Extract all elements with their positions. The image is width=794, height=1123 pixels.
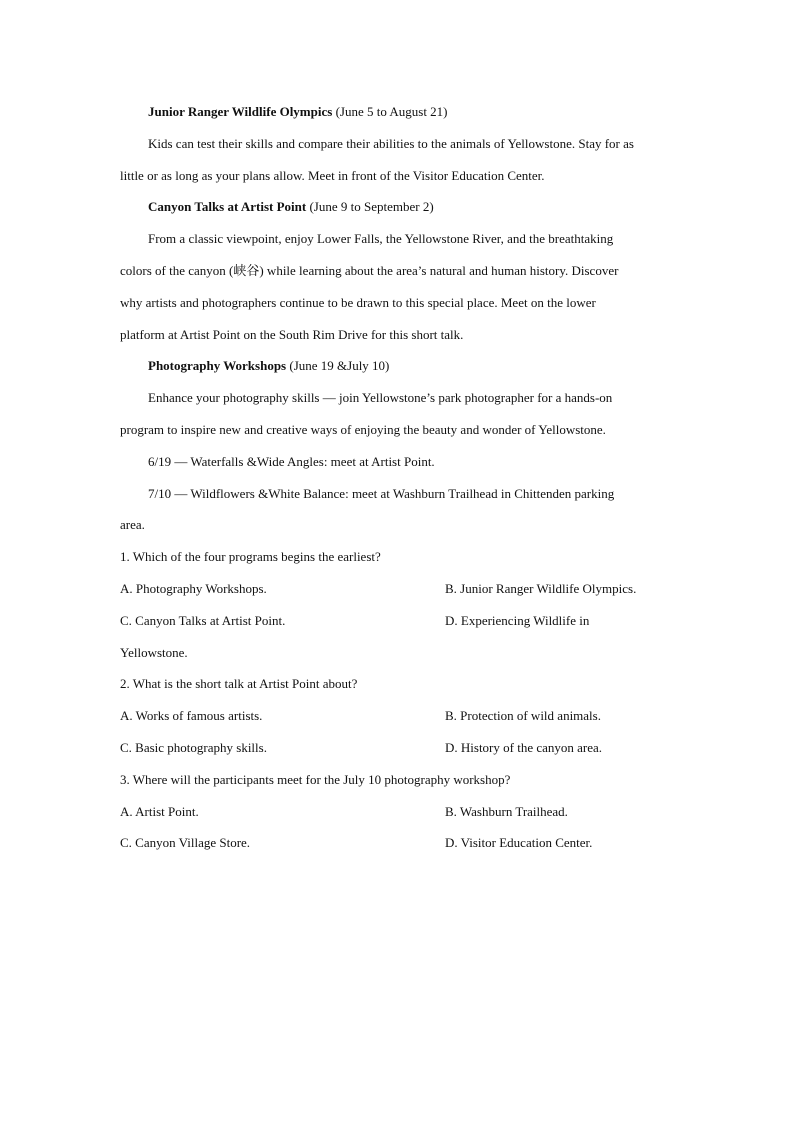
program-title: Junior Ranger Wildlife Olympics — [148, 104, 333, 119]
option-b: B. Washburn Trailhead. — [445, 804, 568, 819]
schedule-line: 6/19 — Waterfalls &Wide Angles: meet at Artist Point. — [148, 454, 435, 469]
option-d: D. Visitor Education Center. — [445, 835, 593, 850]
paragraph-line: why artists and photographers continue to be drawn to this special place. Meet on the lower — [120, 295, 596, 310]
program-title: Canyon Talks at Artist Point — [148, 199, 307, 214]
schedule-line: area. — [120, 517, 145, 532]
question-text: 1. Which of the four programs begins the earliest? — [120, 549, 381, 564]
option-d: D. History of the canyon area. — [445, 740, 603, 755]
option-d: D. Experiencing Wildlife in — [445, 613, 590, 628]
paragraph-line: colors of the canyon (峡谷) while learning about the area’s natural and human history. Discover — [120, 263, 619, 278]
option-a: A. Artist Point. — [120, 804, 199, 819]
option-c: C. Canyon Talks at Artist Point. — [120, 613, 286, 628]
program-title: Photography Workshops — [148, 358, 287, 373]
paragraph-line: program to inspire new and creative ways of enjoying the beauty and wonder of Yellowstone. — [120, 422, 606, 437]
option-d-continued: Yellowstone. — [120, 645, 188, 660]
question-text: 2. What is the short talk at Artist Point about? — [120, 676, 358, 691]
program-dates: (June 5 to August 21) — [335, 104, 448, 119]
schedule-line: 7/10 — Wildflowers &White Balance: meet at Washburn Trailhead in Chittenden parking — [148, 486, 615, 501]
option-a: A. Photography Workshops. — [120, 581, 267, 596]
option-c: C. Canyon Village Store. — [120, 835, 251, 850]
paragraph-line: platform at Artist Point on the South Rim Drive for this short talk. — [120, 327, 464, 342]
program-dates: (June 19 &July 10) — [289, 358, 390, 373]
option-b: B. Protection of wild animals. — [445, 708, 601, 723]
option-a: A. Works of famous artists. — [120, 708, 263, 723]
question-text: 3. Where will the participants meet for the July 10 photography workshop? — [120, 772, 511, 787]
option-b: B. Junior Ranger Wildlife Olympics. — [445, 581, 637, 596]
program-heading — [148, 358, 389, 374]
paragraph-line: little or as long as your plans allow. Meet in front of the Visitor Education Center. — [120, 168, 545, 183]
paragraph-line: From a classic viewpoint, enjoy Lower Falls, the Yellowstone River, and the breathtaking — [148, 231, 614, 246]
program-dates: (June 9 to September 2) — [309, 199, 434, 214]
program-heading — [148, 199, 434, 215]
paragraph-line: Kids can test their skills and compare their abilities to the animals of Yellowstone. Stay for as — [148, 136, 634, 151]
paragraph-line: Enhance your photography skills — join Yellowstone’s park photographer for a hands-on — [148, 390, 613, 405]
option-c: C. Basic photography skills. — [120, 740, 267, 755]
program-heading — [148, 104, 448, 120]
